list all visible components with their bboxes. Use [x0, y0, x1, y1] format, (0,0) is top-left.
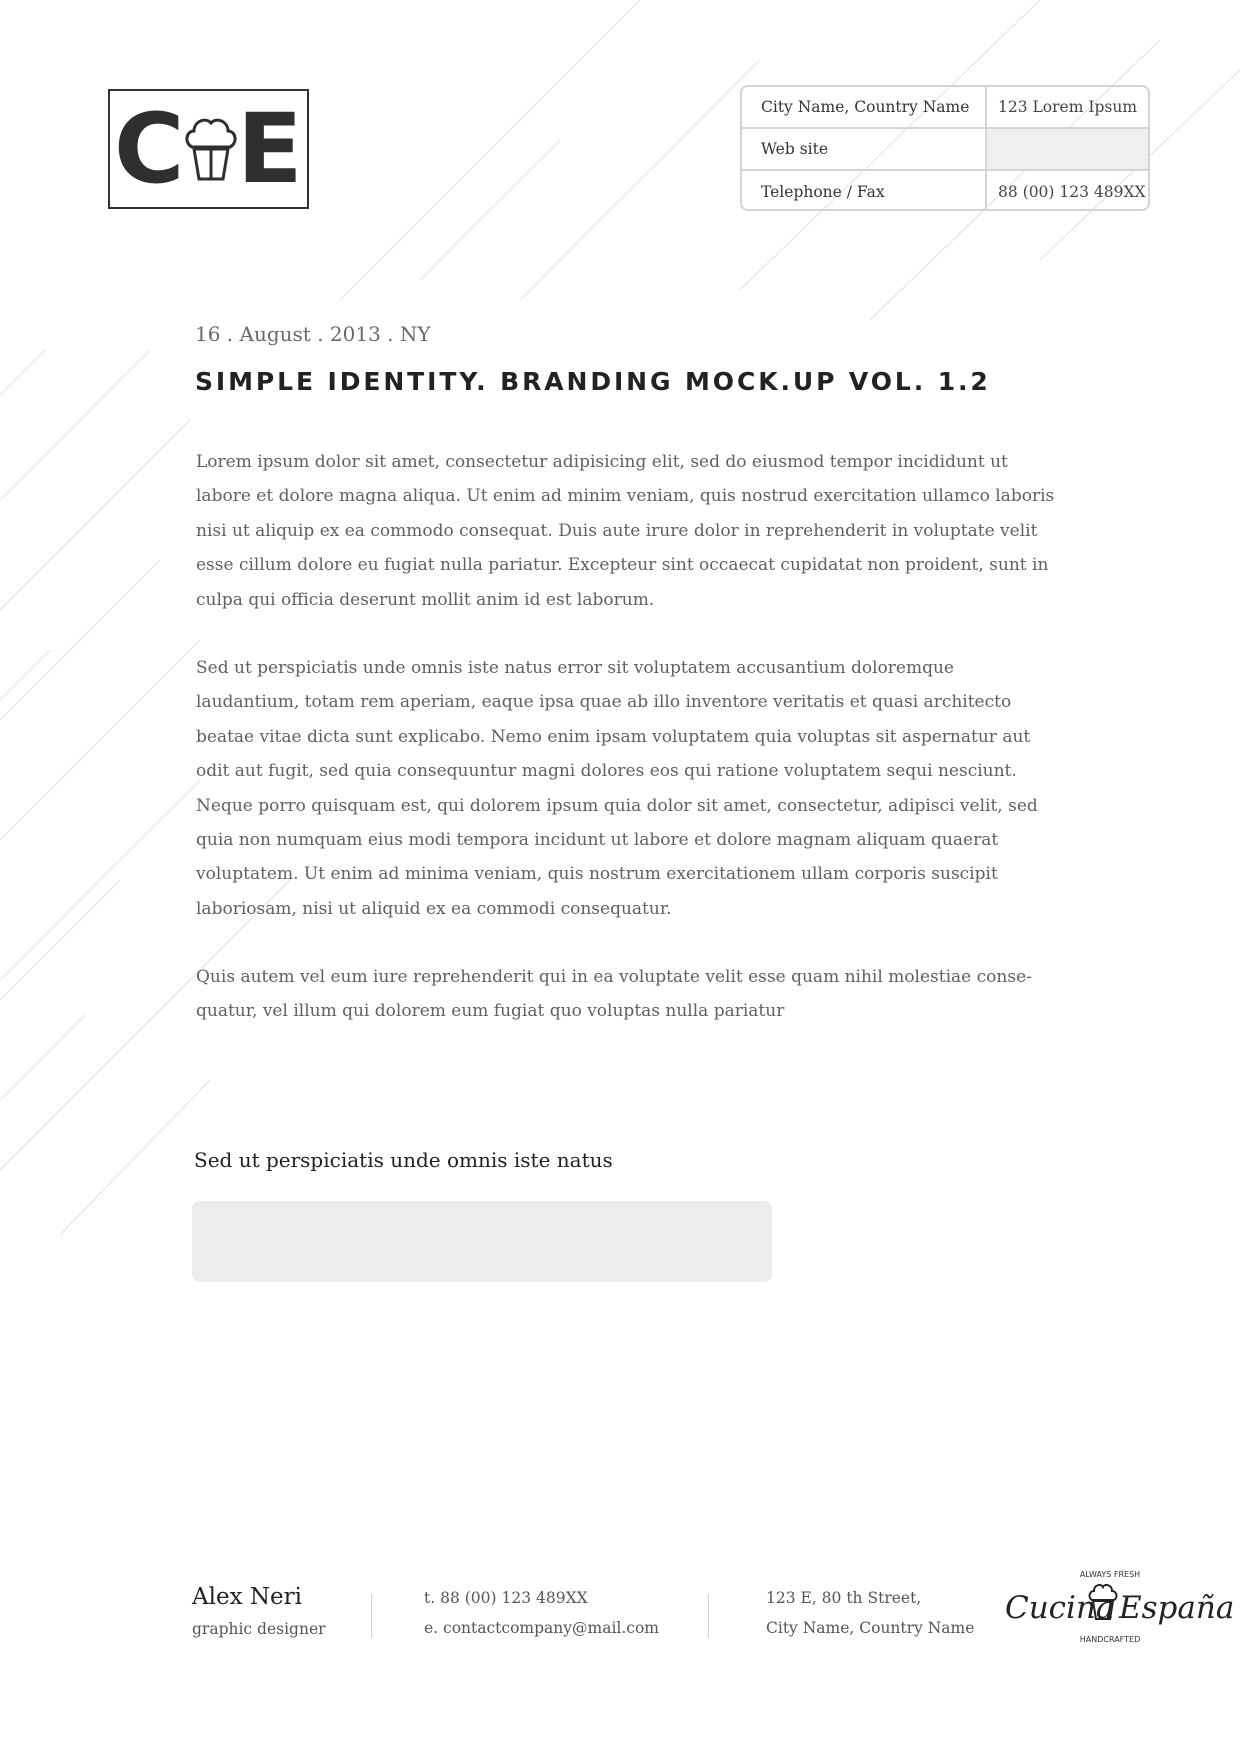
- footer-address-line1: 123 E, 80 th Street,: [766, 1589, 922, 1607]
- signature-field[interactable]: [192, 1201, 772, 1282]
- footer-divider: [708, 1594, 709, 1638]
- contact-info-table: [740, 85, 1150, 211]
- footer-divider: [371, 1594, 372, 1638]
- contact-row-location: [742, 87, 1148, 129]
- contact-row-website: [742, 129, 1148, 171]
- brand-tagline-top-text: ALWAYS FRESH: [1079, 1570, 1141, 1579]
- contact-label: Web site: [742, 129, 987, 169]
- body-paragraph: Quis autem vel eum iure reprehenderit qui in ea voluptate velit esse quam nihil molestiae conse-quatur, vel illum qui dolorem eum fugiat quo voluptas nulla pariatur: [196, 967, 1032, 1022]
- logo-letter-e: E: [237, 93, 303, 205]
- brand-word-cucina: Cucina: [1005, 1590, 1115, 1626]
- footer-address-line2: City Name, Country Name: [766, 1619, 975, 1637]
- brand-logo-cucina-espana: [1000, 1562, 1235, 1662]
- company-logo: [108, 89, 309, 209]
- signature-subheading: Sed ut perspiciatis unde omnis iste natus: [194, 1148, 613, 1172]
- contact-row-phone: [742, 171, 1148, 211]
- cupcake-icon: [184, 113, 238, 183]
- brand-tagline-bottom: [1065, 1630, 1155, 1648]
- letter-date: 16 . August . 2013 . NY: [195, 322, 431, 346]
- footer-email[interactable]: e. contactcompany@mail.com: [424, 1619, 660, 1637]
- website-value-field[interactable]: [987, 129, 1148, 169]
- logo-letter-c: C: [114, 93, 185, 205]
- brand-tagline-top: [1070, 1564, 1150, 1582]
- letter-title: SIMPLE IDENTITY. BRANDING MOCK.UP VOL. 1.2: [195, 367, 991, 396]
- contact-label: City Name, Country Name: [742, 87, 987, 127]
- contact-value: 123 Lorem Ipsum: [998, 98, 1138, 116]
- brand-tagline-bottom-text: HANDCRAFTED: [1079, 1635, 1141, 1644]
- brand-word-espana: España: [1119, 1590, 1235, 1626]
- body-paragraph: Sed ut perspiciatis unde omnis iste natus error sit voluptatem accusantium doloremque laudantium, totam rem aperiam, eaque ipsa quae ab illo inventore veritatis et quasi architecto beatae vitae dicta sunt explicabo. Nemo enim ipsam voluptatem quia voluptas sit aspernatur aut odit aut fugit, sed quia consequuntur magni dolores eos qui ratione voluptatem sequi nesciunt. Neque porro quisquam est, qui dolorem ipsum quia dolor sit amet, consectetur, adipisci velit, sed quia non numquam eius modi tempora incidunt ut labore et dolore magnam aliquam quaerat voluptatem. Ut enim ad minima veniam, quis nostrum exercitationem ullam corporis suscipit laboriosam, nisi ut aliquid ex ea commodi consequatur.: [196, 658, 1038, 919]
- body-paragraph: Lorem ipsum dolor sit amet, consectetur adipisicing elit, sed do eiusmod tempor incididunt ut labore et dolore magna aliqua. Ut enim ad minim veniam, quis nostrud exercitation ullamco laboris nisi ut aliquip ex ea commodo consequat. Duis aute irure dolor in reprehenderit in voluptate velit esse cillum dolore eu fugiat nulla pariatur. Excepteur sint occaecat cupidatat non proident, sunt in culpa qui officia deserunt mollit anim id est laborum.: [196, 452, 1055, 610]
- footer-role: graphic designer: [192, 1620, 326, 1638]
- contact-value: 88 (00) 123 489XX: [998, 183, 1146, 201]
- contact-label: Telephone / Fax: [742, 171, 987, 211]
- cupcake-icon: [1088, 1582, 1118, 1622]
- footer-name: Alex Neri: [192, 1584, 302, 1610]
- footer-phone: t. 88 (00) 123 489XX: [424, 1589, 588, 1607]
